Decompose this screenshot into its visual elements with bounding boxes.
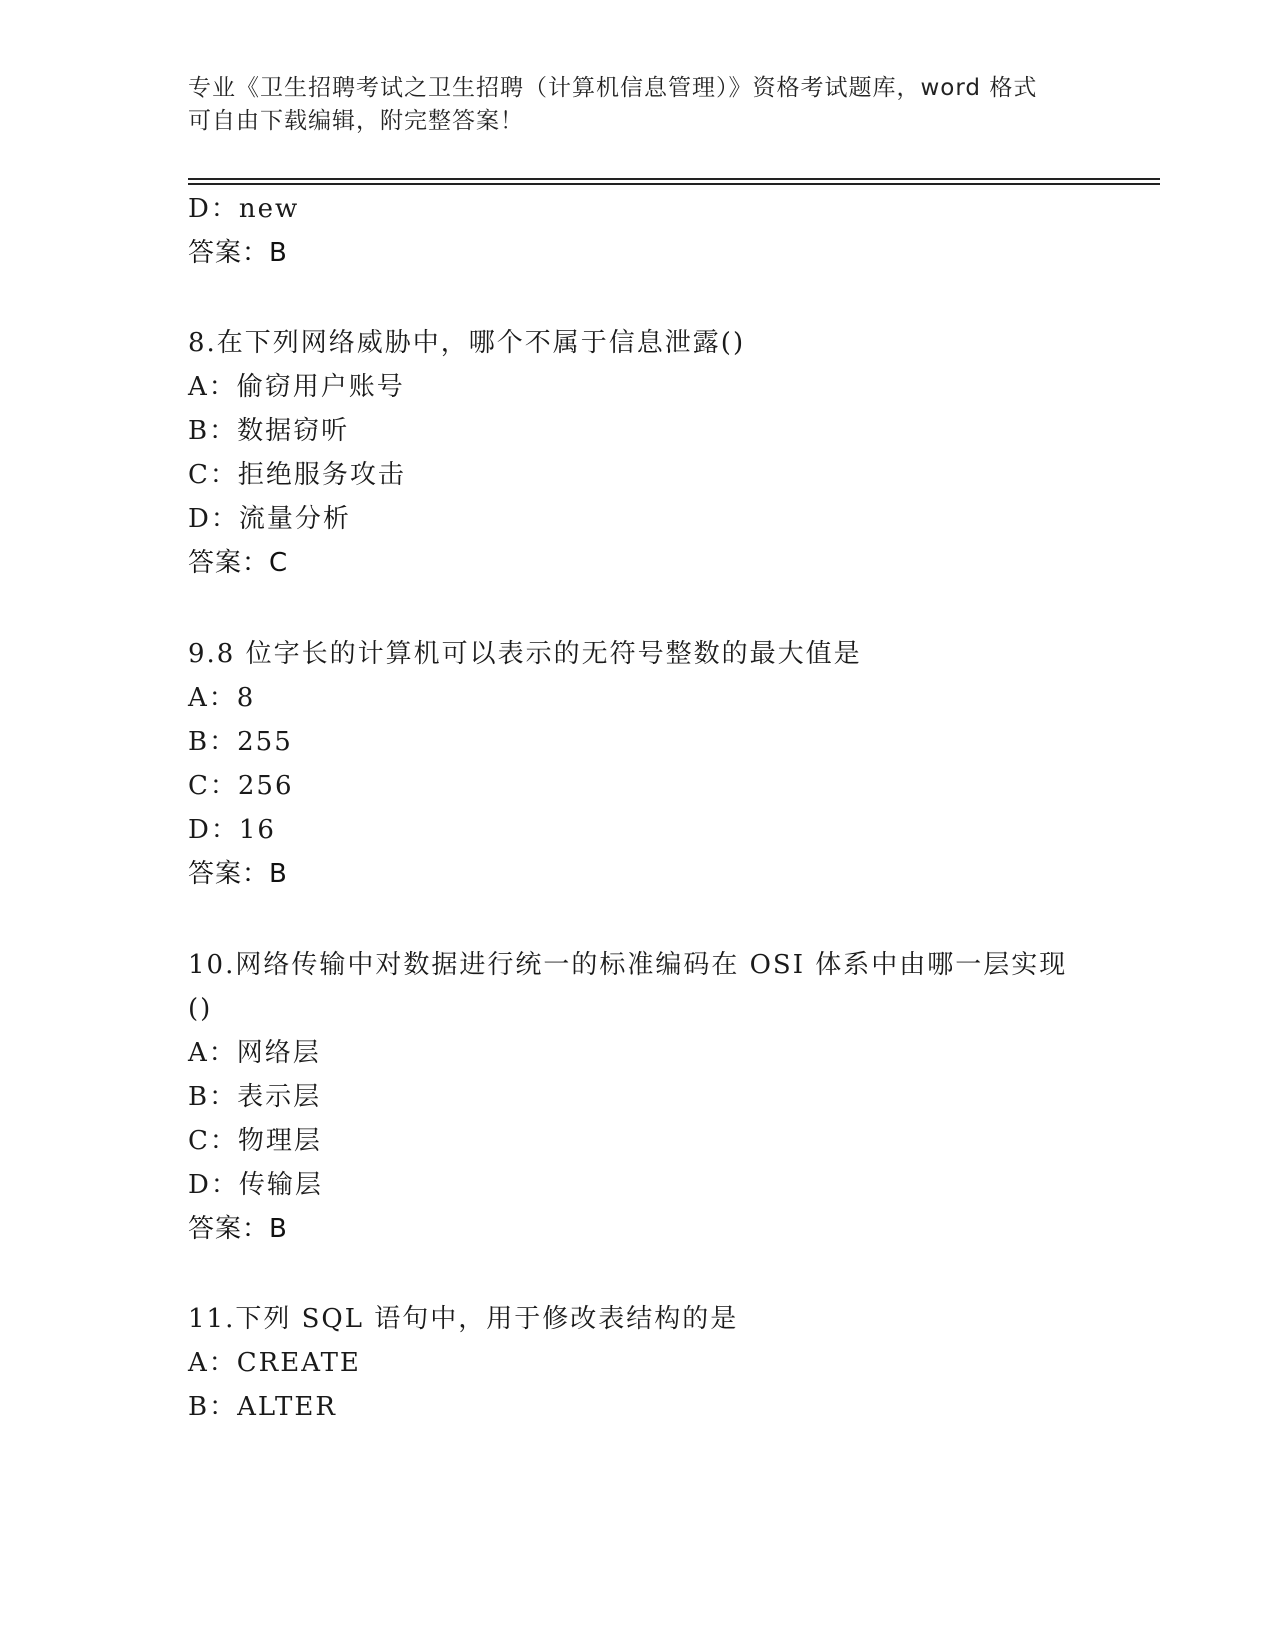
question-8-option-b: B：数据窃听 — [188, 416, 350, 446]
question-10-option-c: C：物理层 — [188, 1126, 322, 1156]
question-10-option-d: D：传输层 — [188, 1170, 323, 1200]
header-divider-bottom — [188, 183, 1160, 185]
question-9-option-a: A：8 — [188, 683, 256, 713]
question-11-option-b: B：ALTER — [188, 1392, 337, 1422]
header-line-1: 专业《卫生招聘考试之卫生招聘（计算机信息管理）》资格考试题库，word 格式 — [188, 75, 1038, 101]
question-8-option-c: C：拒绝服务攻击 — [188, 460, 406, 490]
question-8: 8.在下列网络威胁中，哪个不属于信息泄露() — [188, 328, 746, 358]
question-10-answer: 答案：B — [188, 1214, 288, 1244]
question-10-line-1: 10.网络传输中对数据进行统一的标准编码在 OSI 体系中由哪一层实现 — [188, 950, 1068, 980]
question-9-option-b: B：255 — [188, 727, 293, 757]
header-line-2: 可自由下载编辑，附完整答案！ — [188, 108, 524, 134]
question-8-option-d: D：流量分析 — [188, 504, 351, 534]
prev-option-d: D：new — [188, 194, 300, 224]
question-9: 9.8 位字长的计算机可以表示的无符号整数的最大值是 — [188, 639, 862, 669]
header-divider-top — [188, 178, 1160, 180]
question-9-answer: 答案：B — [188, 859, 288, 889]
question-8-answer: 答案：C — [188, 548, 289, 578]
question-10-option-b: B：表示层 — [188, 1082, 322, 1112]
question-9-option-c: C：256 — [188, 771, 294, 801]
question-10-option-a: A：网络层 — [188, 1038, 321, 1068]
document-header — [188, 72, 1088, 138]
prev-answer: 答案：B — [188, 238, 288, 268]
question-8-option-a: A：偷窃用户账号 — [188, 372, 405, 402]
question-9-option-d: D：16 — [188, 815, 276, 845]
question-10-line-2: () — [188, 994, 213, 1024]
question-11: 11.下列 SQL 语句中，用于修改表结构的是 — [188, 1304, 739, 1334]
question-11-option-a: A：CREATE — [188, 1348, 361, 1378]
